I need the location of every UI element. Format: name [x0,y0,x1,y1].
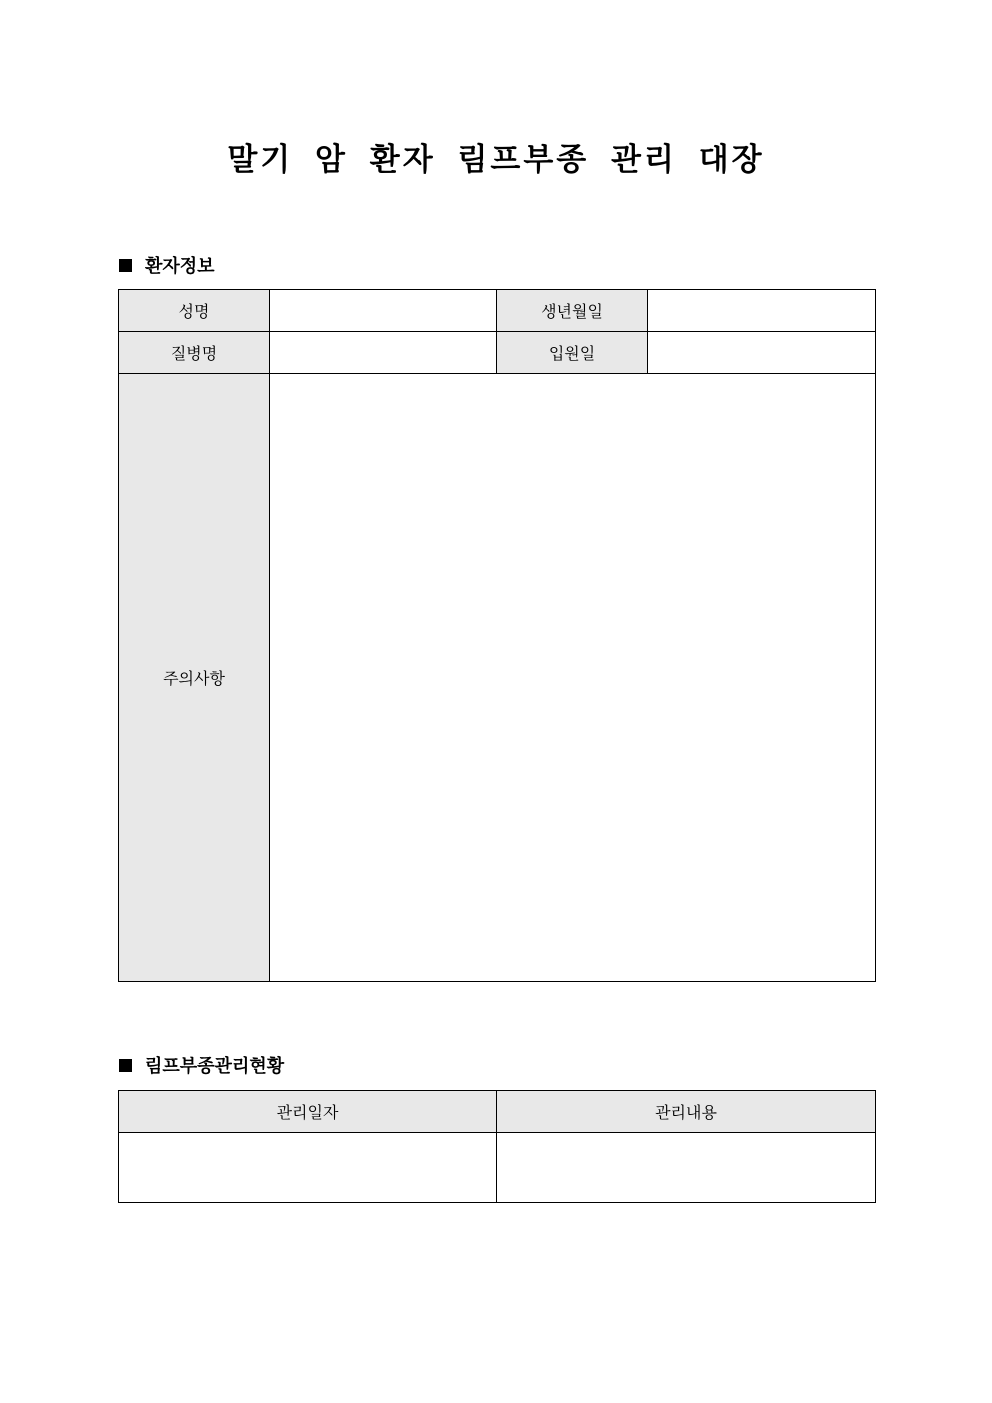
column-header-management-content: 관리내용 [497,1091,876,1133]
section-heading-patient-info [119,252,215,278]
table-row [119,374,876,982]
management-date-cell[interactable] [119,1133,497,1203]
table-row [119,332,876,374]
black-square-icon [119,1059,132,1072]
notes-field[interactable] [270,374,876,982]
admission-date-label: 입원일 [497,332,648,374]
admission-date-field[interactable] [648,332,876,374]
disease-label: 질병명 [119,332,270,374]
lymphedema-status-table [118,1090,876,1203]
management-content-cell[interactable] [497,1133,876,1203]
table-row [119,1133,876,1203]
birth-date-label: 생년월일 [497,290,648,332]
birth-date-field[interactable] [648,290,876,332]
section-heading-label: 환자정보 [145,256,215,277]
name-label: 성명 [119,290,270,332]
page-title: 말기 암 환자 림프부종 관리 대장 [227,142,765,178]
patient-info-table [118,289,876,982]
name-field[interactable] [270,290,497,332]
disease-field[interactable] [270,332,497,374]
section-heading-lymphedema-status [119,1052,284,1078]
column-header-management-date: 관리일자 [119,1091,497,1133]
black-square-icon [119,259,132,272]
table-header-row [119,1091,876,1133]
table-row [119,290,876,332]
section-heading-label: 림프부종관리현황 [145,1056,285,1077]
notes-label: 주의사항 [119,374,270,982]
